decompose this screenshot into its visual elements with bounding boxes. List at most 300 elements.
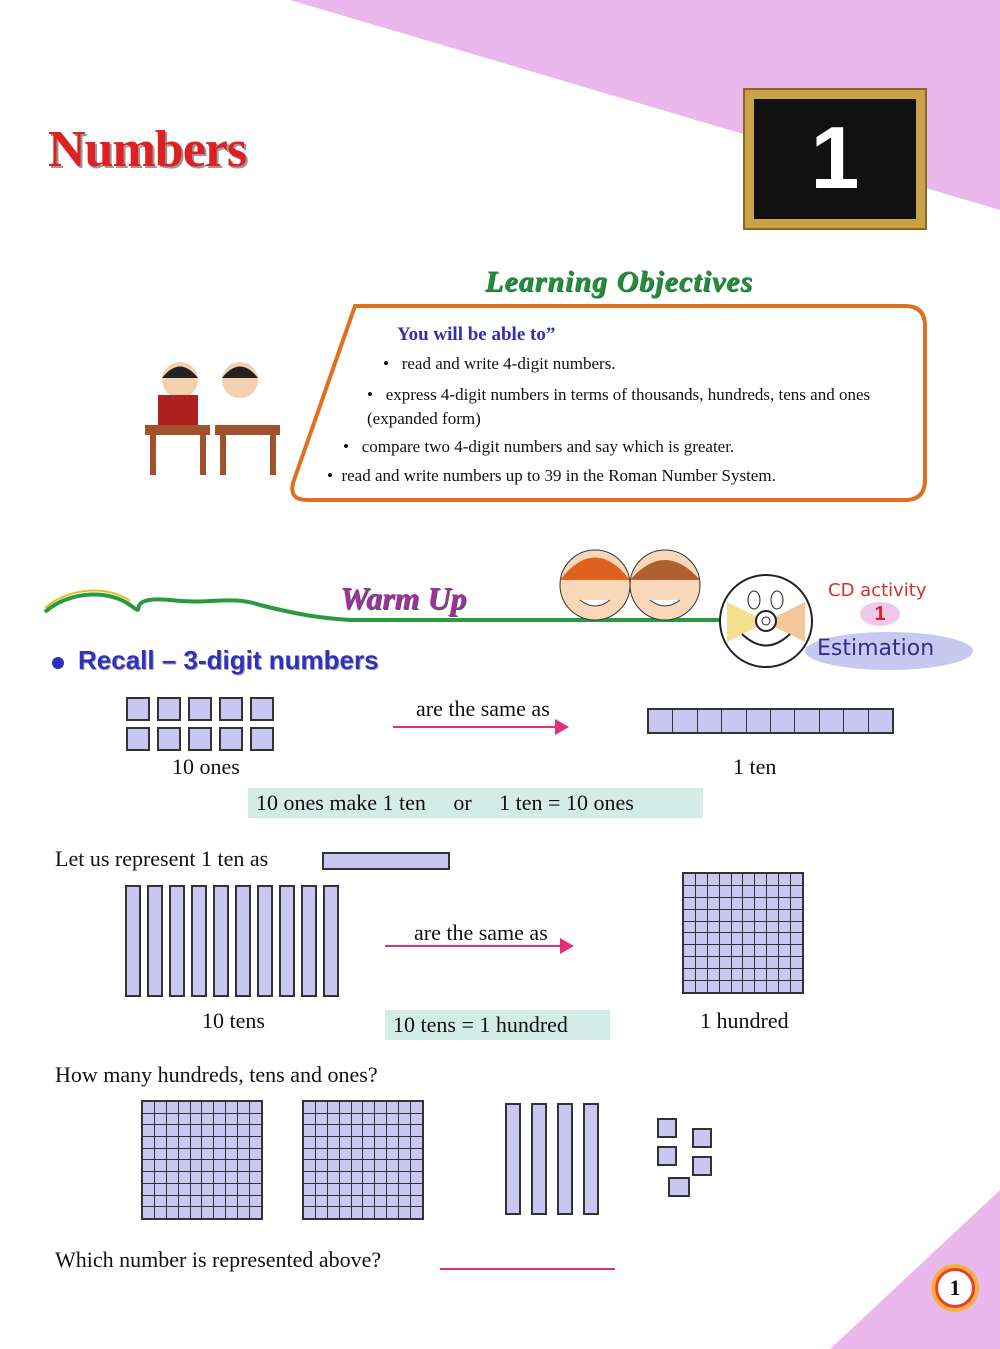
objective-text: express 4-digit numbers in terms of thousands, hundreds, tens and ones (expanded form) xyxy=(367,385,871,428)
hundred-cell xyxy=(250,1114,261,1125)
hundred-cell xyxy=(791,981,802,992)
hundred-cell xyxy=(328,1102,339,1113)
hundred-cell xyxy=(791,969,802,980)
hundred-cell xyxy=(250,1125,261,1136)
hundred-cell xyxy=(155,1184,166,1195)
same-as-label: are the same as xyxy=(416,696,550,721)
hundred-cell xyxy=(179,1149,190,1160)
cd-activity-topic: Estimation xyxy=(805,632,973,670)
hundred-cell xyxy=(155,1137,166,1148)
hundred-cell xyxy=(755,922,766,933)
ten-rod-symbol xyxy=(322,852,450,870)
hundred-cell xyxy=(304,1172,315,1183)
hundred-cell xyxy=(250,1160,261,1171)
hundred-cell xyxy=(779,922,790,933)
hundred-cell xyxy=(340,1196,351,1207)
one-unit-block xyxy=(157,727,181,751)
hundred-cell xyxy=(143,1149,154,1160)
hundred-cell xyxy=(767,886,778,897)
hundred-cell xyxy=(684,957,695,968)
hundred-cell xyxy=(387,1114,398,1125)
hundred-cell xyxy=(167,1102,178,1113)
hundred-cell xyxy=(684,933,695,944)
hundred-cell xyxy=(696,945,707,956)
ten-ones-blocks xyxy=(126,697,276,751)
ten-rod-block xyxy=(279,885,295,997)
hundred-cell xyxy=(179,1196,190,1207)
hundred-cell xyxy=(340,1160,351,1171)
hundred-cell xyxy=(767,874,778,885)
hundred-cell xyxy=(732,933,743,944)
one-unit-block xyxy=(250,697,274,721)
ten-rod-block xyxy=(257,885,273,997)
hundred-cell xyxy=(304,1137,315,1148)
hundred-cell xyxy=(155,1102,166,1113)
hundred-cell xyxy=(304,1114,315,1125)
hundred-cell xyxy=(684,898,695,909)
hundred-cell xyxy=(352,1160,363,1171)
hundred-cell xyxy=(399,1184,410,1195)
hundred-cell xyxy=(179,1184,190,1195)
hundred-cell xyxy=(767,922,778,933)
hundred-cell xyxy=(191,1160,202,1171)
ten-rod-block xyxy=(647,708,894,734)
ten-rod-block xyxy=(147,885,163,997)
hundred-cell xyxy=(684,886,695,897)
rod-cell xyxy=(747,710,770,732)
hundred-cell xyxy=(304,1160,315,1171)
rod-cell xyxy=(649,710,672,732)
hundred-cell xyxy=(399,1125,410,1136)
hundred-cell xyxy=(791,945,802,956)
hundred-cell xyxy=(743,957,754,968)
hundred-cell xyxy=(375,1207,386,1218)
hundred-cell xyxy=(155,1207,166,1218)
hundred-cell xyxy=(191,1137,202,1148)
hundred-cell xyxy=(767,957,778,968)
hundred-cell xyxy=(399,1196,410,1207)
hundred-cell xyxy=(214,1196,225,1207)
hundred-cell xyxy=(226,1207,237,1218)
hundred-cell xyxy=(167,1149,178,1160)
hundred-cell xyxy=(316,1149,327,1160)
hundred-cell xyxy=(316,1114,327,1125)
objective-item: • read and write 4-digit numbers. xyxy=(383,354,616,373)
hundred-cell xyxy=(238,1102,249,1113)
hundred-cell xyxy=(155,1125,166,1136)
hundred-cell xyxy=(732,945,743,956)
hundred-cell xyxy=(363,1160,374,1171)
rod-cell xyxy=(698,710,721,732)
hundred-cell xyxy=(226,1114,237,1125)
hundred-cell xyxy=(340,1149,351,1160)
hundred-cell xyxy=(352,1125,363,1136)
hundred-cell xyxy=(696,898,707,909)
hundred-cell xyxy=(226,1160,237,1171)
hundred-cell xyxy=(328,1196,339,1207)
hundred-cell xyxy=(328,1184,339,1195)
hundred-cell xyxy=(755,957,766,968)
hundred-cell xyxy=(732,886,743,897)
hundred-cell xyxy=(720,969,731,980)
hundred-cell xyxy=(767,933,778,944)
one-unit-block xyxy=(188,727,212,751)
hundred-cell xyxy=(743,910,754,921)
hundred-cell xyxy=(720,910,731,921)
one-unit-block xyxy=(126,697,150,721)
hundred-cell xyxy=(238,1207,249,1218)
ones-label: 10 ones xyxy=(172,754,240,779)
hundred-cell xyxy=(399,1137,410,1148)
hundred-flat-block xyxy=(302,1100,424,1220)
hundred-cell xyxy=(304,1196,315,1207)
hundred-cell xyxy=(720,922,731,933)
hundred-cell xyxy=(767,898,778,909)
hundred-cell xyxy=(696,981,707,992)
hundred-cell xyxy=(340,1114,351,1125)
hundred-cell xyxy=(202,1160,213,1171)
hundred-cell xyxy=(214,1184,225,1195)
hundred-cell xyxy=(387,1102,398,1113)
chapter-title: Numbers xyxy=(48,121,247,178)
cd-icon xyxy=(717,572,815,670)
hundred-cell xyxy=(779,969,790,980)
hundred-cell xyxy=(684,874,695,885)
hundred-cell xyxy=(155,1149,166,1160)
hundred-cell xyxy=(155,1114,166,1125)
hundred-label: 1 hundred xyxy=(700,1008,789,1033)
hundred-cell xyxy=(340,1207,351,1218)
hundred-cell xyxy=(684,922,695,933)
hundred-cell xyxy=(191,1114,202,1125)
ten-rod-block xyxy=(191,885,207,997)
hundred-cell xyxy=(791,886,802,897)
children-at-desks-illustration xyxy=(140,350,280,480)
hundred-cell xyxy=(155,1172,166,1183)
hundred-cell xyxy=(143,1196,154,1207)
ten-rod-block xyxy=(557,1103,573,1215)
hundred-cell xyxy=(779,886,790,897)
hundred-cell xyxy=(363,1184,374,1195)
objective-text: read and write numbers up to 39 in the Roman Number System. xyxy=(341,466,776,485)
hundred-cell xyxy=(755,898,766,909)
ten-rod-block xyxy=(301,885,317,997)
hundred-cell xyxy=(755,910,766,921)
question-text: How many hundreds, tens and ones? xyxy=(55,1062,378,1087)
hundred-cell xyxy=(214,1114,225,1125)
chapter-number-board: 1 xyxy=(745,90,925,228)
one-unit-block xyxy=(668,1177,690,1197)
hundred-cell xyxy=(304,1184,315,1195)
hundred-cell xyxy=(328,1149,339,1160)
hundred-cell xyxy=(755,981,766,992)
hundred-cell xyxy=(202,1196,213,1207)
hundred-cell xyxy=(250,1172,261,1183)
hundred-cell xyxy=(250,1102,261,1113)
rod-cell xyxy=(722,710,745,732)
hundred-cell xyxy=(202,1137,213,1148)
hundred-cell xyxy=(352,1114,363,1125)
ten-rod-block xyxy=(169,885,185,997)
hundred-cell xyxy=(202,1207,213,1218)
hundred-cell xyxy=(732,957,743,968)
recall-heading: Recall – 3-digit numbers xyxy=(78,645,379,675)
hundred-cell xyxy=(340,1102,351,1113)
hundred-cell xyxy=(743,922,754,933)
hundred-cell xyxy=(363,1114,374,1125)
hundred-cell xyxy=(411,1172,422,1183)
hundred-cell xyxy=(143,1114,154,1125)
hundred-cell xyxy=(363,1207,374,1218)
hundred-cell xyxy=(779,981,790,992)
hundred-cell xyxy=(363,1102,374,1113)
hundred-cell xyxy=(387,1207,398,1218)
hundred-cell xyxy=(732,969,743,980)
hundred-cell xyxy=(238,1125,249,1136)
hundred-cell xyxy=(191,1102,202,1113)
objectives-title: Learning Objectives xyxy=(485,265,754,298)
hundred-cell xyxy=(191,1125,202,1136)
ten-rod-block xyxy=(531,1103,547,1215)
hundred-cell xyxy=(743,874,754,885)
hundred-cell xyxy=(387,1149,398,1160)
hundred-cell xyxy=(411,1160,422,1171)
hundred-cell xyxy=(179,1114,190,1125)
rod-cell xyxy=(795,710,818,732)
hundred-cell xyxy=(167,1184,178,1195)
hundred-cell xyxy=(214,1160,225,1171)
hundred-cell xyxy=(328,1160,339,1171)
one-unit-block xyxy=(157,697,181,721)
hundred-cell xyxy=(167,1137,178,1148)
hundred-cell xyxy=(340,1184,351,1195)
one-unit-block xyxy=(219,727,243,751)
hundred-cell xyxy=(143,1172,154,1183)
hundred-cell xyxy=(352,1207,363,1218)
hundred-cell xyxy=(399,1149,410,1160)
hundred-cell xyxy=(375,1125,386,1136)
hundred-cell xyxy=(411,1207,422,1218)
hundred-cell xyxy=(791,898,802,909)
hundred-cell xyxy=(696,922,707,933)
hundred-cell xyxy=(226,1172,237,1183)
hundred-cell xyxy=(238,1172,249,1183)
hundred-cell xyxy=(316,1137,327,1148)
hundred-cell xyxy=(214,1102,225,1113)
ten-rod-block xyxy=(323,885,339,997)
objectives-intro: You will be able to” xyxy=(397,324,556,345)
hundred-cell xyxy=(767,910,778,921)
hundred-cell xyxy=(143,1125,154,1136)
hundred-cell xyxy=(202,1102,213,1113)
hundred-cell xyxy=(399,1172,410,1183)
hundred-cell xyxy=(732,981,743,992)
hundred-cell xyxy=(214,1125,225,1136)
hundred-cell xyxy=(214,1149,225,1160)
hundred-cell xyxy=(779,933,790,944)
hundred-cell xyxy=(387,1125,398,1136)
hundred-cell xyxy=(238,1149,249,1160)
hundred-cell xyxy=(238,1196,249,1207)
hundred-cell xyxy=(755,945,766,956)
hundred-cell xyxy=(755,874,766,885)
hundred-cell xyxy=(316,1196,327,1207)
hundred-cell xyxy=(732,910,743,921)
hundred-cell xyxy=(779,874,790,885)
hundred-cell xyxy=(375,1184,386,1195)
hundred-cell xyxy=(708,981,719,992)
hundred-cell xyxy=(696,933,707,944)
hundred-cell xyxy=(179,1172,190,1183)
hundred-cell xyxy=(316,1160,327,1171)
hundred-cell xyxy=(684,945,695,956)
hundred-cell xyxy=(363,1125,374,1136)
hundred-cell xyxy=(202,1125,213,1136)
hundred-cell xyxy=(696,874,707,885)
hundred-cell xyxy=(167,1207,178,1218)
rod-cell xyxy=(869,710,892,732)
hundred-cell xyxy=(387,1160,398,1171)
rule-box-tens-hundred: 10 tens = 1 hundred xyxy=(385,1010,610,1040)
hundred-cell xyxy=(167,1114,178,1125)
hundred-cell xyxy=(399,1207,410,1218)
hundred-cell xyxy=(399,1114,410,1125)
rod-cell xyxy=(820,710,843,732)
hundred-cell xyxy=(779,957,790,968)
ten-rod-block xyxy=(583,1103,599,1215)
hundred-cell xyxy=(375,1196,386,1207)
hundred-cell xyxy=(316,1125,327,1136)
objective-text: read and write 4-digit numbers. xyxy=(401,354,616,373)
hundred-cell xyxy=(411,1125,422,1136)
hundred-cell xyxy=(411,1184,422,1195)
hundred-cell xyxy=(708,969,719,980)
ten-label: 1 ten xyxy=(733,754,777,779)
tens-label: 10 tens xyxy=(202,1008,265,1033)
hundred-cell xyxy=(779,945,790,956)
hundred-cell xyxy=(791,957,802,968)
hundred-cell xyxy=(363,1172,374,1183)
ten-rod-block xyxy=(213,885,229,997)
hundred-cell xyxy=(720,981,731,992)
hundred-cell xyxy=(167,1160,178,1171)
hundred-cell xyxy=(155,1160,166,1171)
hundred-cell xyxy=(411,1196,422,1207)
hundred-cell xyxy=(238,1114,249,1125)
hundred-cell xyxy=(238,1160,249,1171)
objective-item: • compare two 4-digit numbers and say which is greater. xyxy=(343,437,735,456)
one-unit-block xyxy=(188,697,212,721)
hundred-cell xyxy=(352,1184,363,1195)
hundred-cell xyxy=(375,1102,386,1113)
page-number: 1 xyxy=(935,1268,975,1308)
hundred-cell xyxy=(143,1184,154,1195)
hundred-cell xyxy=(340,1137,351,1148)
hundred-cell xyxy=(143,1137,154,1148)
hundred-cell xyxy=(375,1149,386,1160)
hundred-cell xyxy=(375,1137,386,1148)
hundred-cell xyxy=(791,933,802,944)
ten-tens-rods xyxy=(125,885,339,997)
hundred-cell xyxy=(304,1125,315,1136)
hundred-cell xyxy=(328,1207,339,1218)
hundred-cell xyxy=(708,910,719,921)
hundred-cell xyxy=(375,1114,386,1125)
hundred-cell xyxy=(328,1125,339,1136)
hundred-cell xyxy=(767,945,778,956)
hundred-cell xyxy=(743,933,754,944)
hundred-cell xyxy=(684,981,695,992)
hundred-cell xyxy=(767,981,778,992)
hundred-cell xyxy=(708,933,719,944)
hundred-cell xyxy=(743,969,754,980)
hundred-cell xyxy=(328,1137,339,1148)
one-unit-block xyxy=(657,1146,677,1166)
hundred-cell xyxy=(708,922,719,933)
hundred-cell xyxy=(708,898,719,909)
hundred-cell xyxy=(304,1207,315,1218)
hundred-cell xyxy=(191,1184,202,1195)
hundred-cell xyxy=(226,1102,237,1113)
rule-box-ones-ten: 10 ones make 1 ten or 1 ten = 10 ones xyxy=(248,788,703,818)
hundred-cell xyxy=(411,1137,422,1148)
one-unit-block xyxy=(692,1156,712,1176)
hundred-cell xyxy=(696,969,707,980)
answer-input-line[interactable] xyxy=(440,1268,615,1270)
hundred-cell xyxy=(202,1184,213,1195)
hundred-cell xyxy=(202,1149,213,1160)
hundred-cell xyxy=(226,1149,237,1160)
hundred-cell xyxy=(387,1137,398,1148)
hundred-cell xyxy=(179,1207,190,1218)
hundred-cell xyxy=(411,1102,422,1113)
ten-rod-block xyxy=(235,885,251,997)
hundred-cell xyxy=(143,1102,154,1113)
rod-cell xyxy=(673,710,696,732)
hundred-cell xyxy=(155,1196,166,1207)
hundred-cell xyxy=(708,874,719,885)
hundred-cell xyxy=(328,1172,339,1183)
warm-up-heading: Warm Up xyxy=(340,580,467,616)
hundred-cell xyxy=(399,1102,410,1113)
objective-item: • express 4-digit numbers in terms of thousands, hundreds, tens and ones (expanded form) xyxy=(367,385,871,428)
objective-text: compare two 4-digit numbers and say which is greater. xyxy=(361,437,735,456)
hundred-cell xyxy=(375,1172,386,1183)
hundred-cell xyxy=(779,898,790,909)
hundred-cell xyxy=(732,922,743,933)
hundred-cell xyxy=(363,1149,374,1160)
hundred-cell xyxy=(352,1172,363,1183)
hundred-cell xyxy=(791,922,802,933)
hundred-cell xyxy=(791,874,802,885)
hundred-cell xyxy=(387,1184,398,1195)
hundred-cell xyxy=(304,1149,315,1160)
children-faces-illustration xyxy=(550,540,710,625)
hundred-cell xyxy=(767,969,778,980)
hundred-cell xyxy=(696,886,707,897)
hundred-flat-block xyxy=(141,1100,263,1220)
one-unit-block xyxy=(692,1128,712,1148)
hundred-cell xyxy=(214,1172,225,1183)
hundred-cell xyxy=(352,1196,363,1207)
hundred-cell xyxy=(250,1149,261,1160)
hundred-cell xyxy=(167,1125,178,1136)
one-unit-block xyxy=(250,727,274,751)
hundred-cell xyxy=(316,1172,327,1183)
hundred-cell xyxy=(238,1184,249,1195)
hundred-cell xyxy=(250,1184,261,1195)
hundred-cell xyxy=(720,898,731,909)
